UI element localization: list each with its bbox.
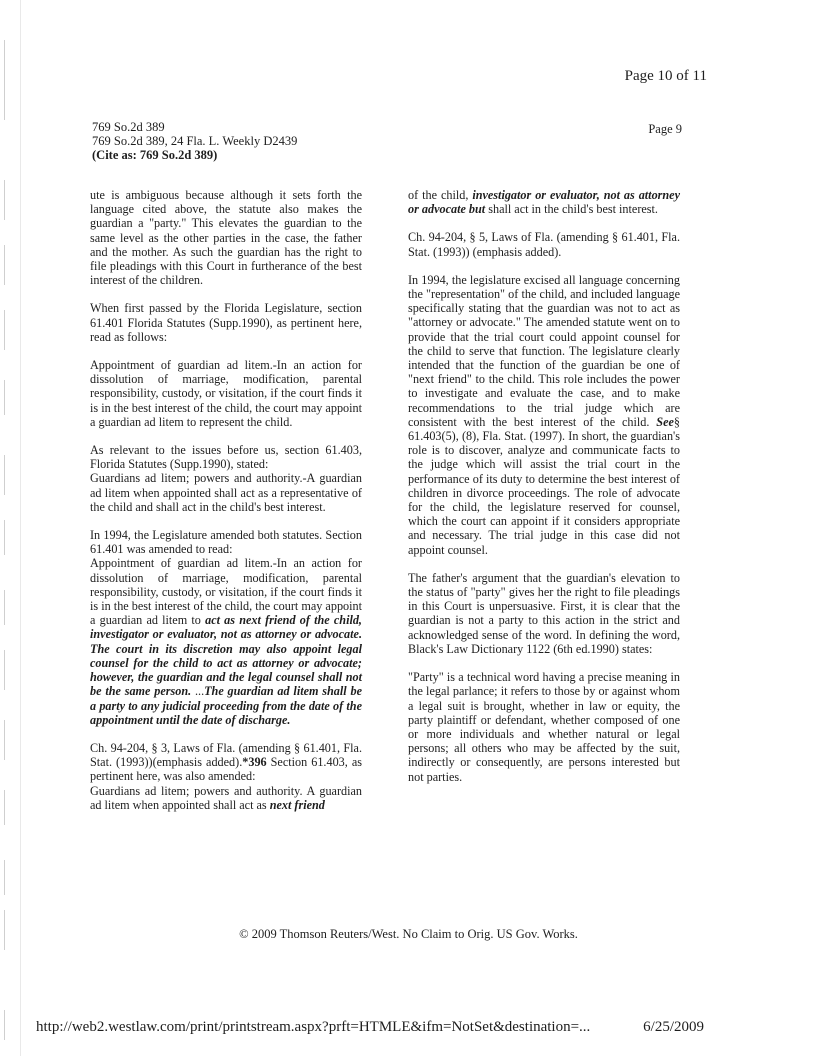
copyright-notice: © 2009 Thomson Reuters/West. No Claim to Orig. US Gov. Works. <box>239 927 578 941</box>
statute-text: Appointment of guardian ad litem.-In an action for dissolution of marriage, modification, parental responsibility, custody, or visitation, if the court finds it is in the best interest of the child, the court may appoint a guardian ad litem to <box>90 556 362 628</box>
emphasized-text: next friend <box>269 797 325 812</box>
citation-line: 769 So.2d 389, 24 Fla. L. Weekly D2439 <box>92 134 298 148</box>
binding-mark <box>4 790 15 825</box>
citation-line: 769 So.2d 389 <box>92 120 165 134</box>
statute-quote-emphasized <box>90 556 362 726</box>
paragraph: As relevant to the issues before us, section 61.403, Florida Statutes (Supp.1990), stated: <box>90 443 362 472</box>
signal-see: See <box>656 414 674 429</box>
binding-mark <box>4 310 15 350</box>
binding-mark <box>4 590 15 625</box>
statute-text: shall act in the child's best interest. <box>485 202 658 217</box>
left-column <box>90 188 362 826</box>
cite-as: (Cite as: 769 So.2d 389) <box>92 148 218 162</box>
paragraph: Ch. 94-204, § 5, Laws of Fla. (amending § 61.401, Fla. Stat. (1993)) (emphasis added). <box>408 230 680 259</box>
citation-text: Ch. 94-204, § 3, Laws of Fla. (amending § 61.401, Fla. Stat. (1993))(emphasis added). <box>90 740 362 770</box>
binding-mark <box>4 245 15 285</box>
binding-mark <box>4 180 15 220</box>
statute-quote <box>90 784 362 812</box>
binding-mark <box>4 860 15 895</box>
paragraph <box>408 273 680 557</box>
paragraph: ute is ambiguous because although it sets forth the language cited above, the statute also makes the guardian a "party." This elevates the guardian to the same level as the other parties in the case, the father and the mother. As such the guardian has the right to file pleadings with this Court in furtherance of the best interest of the children. <box>90 188 362 288</box>
binding-mark <box>4 40 15 120</box>
paragraph <box>90 741 362 784</box>
page-count: Page 10 of 11 <box>624 68 707 84</box>
binding-mark <box>4 1010 15 1040</box>
print-url: http://web2.westlaw.com/print/printstream.aspx?prft=HTMLE&ifm=NotSet&destination=... <box>36 1019 591 1035</box>
binding-mark <box>4 455 15 495</box>
scan-edge <box>0 0 21 1056</box>
paragraph: When first passed by the Florida Legislature, section 61.401 Florida Statutes (Supp.1990), as pertinent here, read as follows: <box>90 301 362 344</box>
paragraph: The father's argument that the guardian's elevation to the status of "party" gives her the right to file pleadings in this Court is unpersuasive. First, it is clear that the guardian is not a party to this action in the strict and acknowledged sense of the word. In defining the word, Black's Law Dictionary 1122 (6th ed.1990) states: <box>408 570 680 656</box>
right-column <box>408 188 680 798</box>
statute-quote: Guardians ad litem; powers and authority.-A guardian ad litem when appointed shall act as a representative of the child and shall act in the child's best interest. <box>90 471 362 514</box>
star-page: *396 <box>242 755 267 770</box>
binding-mark <box>4 720 15 760</box>
paragraph-text: § 61.403(5), (8), Fla. Stat. (1997). In short, the guardian's role is to discover, analyze and communicate facts to the judge which will assist the trial court in the performance of its duty to determine the best interest of children in divorce proceedings. The role of advocate for the child, the legislature reserved for counsel, which the court can appoint if it considers appropriate and necessary. The trial judge in this case did not appoint counsel. <box>408 414 680 557</box>
paragraph-text: In 1994, the legislature excised all language concerning the "representation" of the child, and included language specifically stating that the guardian was not to act as "attorney or advocate." The amended statute went on to provide that the trial court could appoint counsel for the child to serve that function. The legislature clearly intended that the function of the guardian be one of "next friend" to the child. This role includes the power to investigate and evaluate the case, and to make recommendations to the trial judge which are consistent with the best interest of the child. <box>408 272 680 429</box>
statute-text: Guardians ad litem; powers and authority. A guardian ad litem when appointed shall act as <box>90 783 362 812</box>
statute-text: of the child, <box>408 188 473 202</box>
page-number: Page 9 <box>648 122 682 136</box>
emphasized-text: The guardian ad litem shall be a party to any judicial proceeding from the date of the appointment until the date of discharge. <box>90 684 362 727</box>
statute-quote <box>408 188 680 216</box>
ellipsis-text: ... <box>191 684 205 699</box>
binding-mark <box>4 380 15 415</box>
emphasized-text: act as next friend of the child, investigator or evaluator, not as attorney or advocate. The court in its discretion may also appoint legal counsel for the child to act as attorney or advocate; however, the guardian and the legal counsel shall not be the same person. <box>90 613 362 699</box>
paragraph: In 1994, the Legislature amended both statutes. Section 61.401 was amended to read: <box>90 528 362 557</box>
definition-quote: "Party" is a technical word having a precise meaning in the legal parlance; it refers to those by or against whom a legal suit is brought, whether in law or equity, the party plaintiff or defendant, whether composed of one or more individuals and whether natural or legal persons; all others who may be affected by the suit, indirectly or consequently, are persons interested but not parties. <box>408 670 680 784</box>
statute-quote: Appointment of guardian ad litem.-In an action for dissolution of marriage, modification, parental responsibility, custody, or visitation, if the court finds it is in the best interest of the child, the court may appoint a guardian ad litem to represent the child. <box>90 358 362 429</box>
paragraph-text: Section 61.403, as pertinent here, was also amended: <box>90 755 362 784</box>
print-date: 6/25/2009 <box>643 1019 704 1035</box>
citation-block <box>92 120 297 162</box>
emphasized-text: investigator or evaluator, not as attorney or advocate but <box>408 188 680 217</box>
binding-mark <box>4 520 15 555</box>
binding-mark <box>4 650 15 690</box>
